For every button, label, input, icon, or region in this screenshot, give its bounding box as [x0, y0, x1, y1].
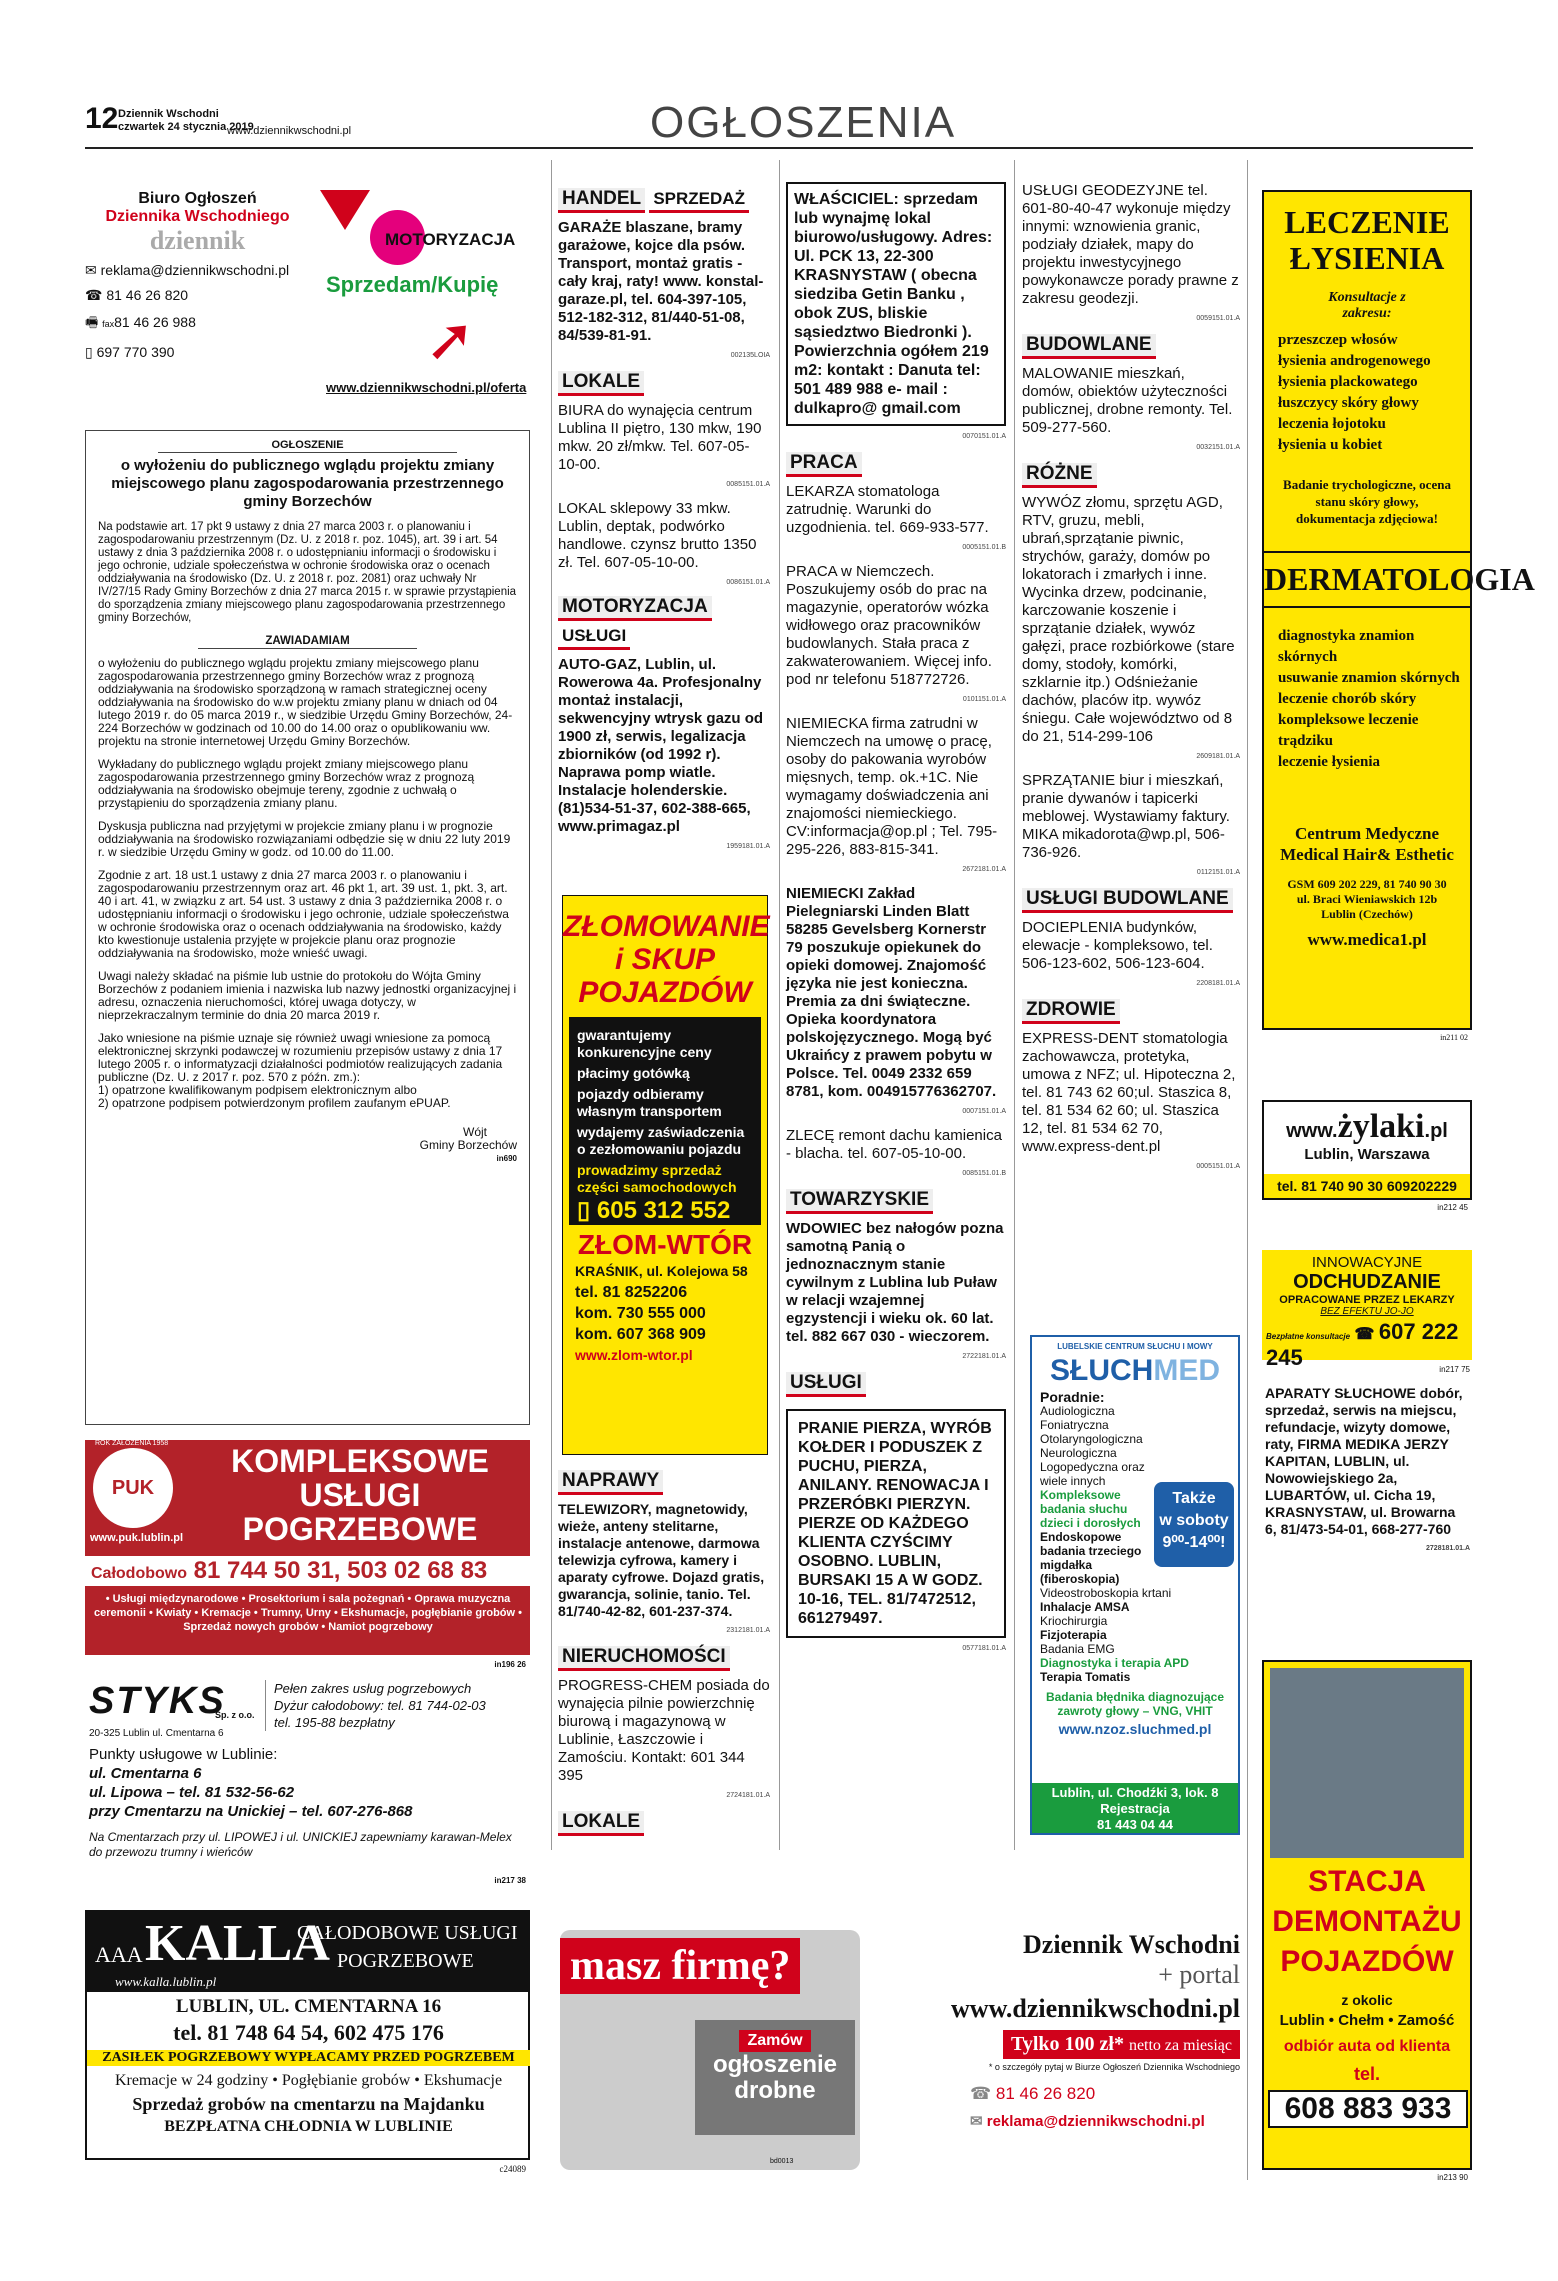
- motoryzacja-banner[interactable]: [320, 190, 530, 405]
- column-4: USŁUGI GEODEZYJNE tel. 601-80-40-47 wykonuje między innymi: wznowienia granic, podziały działek, mapy do projektu inwestycyjnego powykonawcze porady prawne z zakresu geodezji. 0059151.01.A BUDOWLANE MALOWANIE mieszkań, domów, obiektów użyteczności publicznej, drobne remonty. Tel. 509-277-560. 0032151.01.A RÓŻNE WYWÓZ złomu, sprzętu AGD, RTV, gruzu, mebli, ubrań,sprzątanie piwnic, strychów, garaży, domów po lokatorach i zmarłych i inne. Wycinka drzew, podcinanie, karczowanie koszenie i sprzątanie działek, wywóz gałęzi, prace rozbiórkowe (stare domy, stodoły, komórki, szklarnie itp.) Odśnieżanie dachów, placów itp. wywóz śniegu. Całe województwo od 8 do 21, 514-299-106 2609181.01.A SPRZĄTANIE biur i mieszkań, pranie dywanów i tapicerki meblowej. Wystawiamy faktury. MIKA mikadorota@wp.pl, 506-736-926. 0112151.01.A USŁUGI BUDOWLANE DOCIEPLENIA budynków, elewacje - kompleksowo, tel. 506-123-602, 506-123-604. 2208181.01.A ZDROWIE EXPRESS-DENT stomatologia zachowawcza, protetyka, umowa z NFZ; ul. Hipoteczna 2, tel. 81 743 62 60;ul. Staszica 8, tel. 81 534 62 60; ul. Staszica 12, tel. 81 534 62 70, www.express-dent.pl 0005151.01.A: [1022, 182, 1240, 1170]
- section-zdrowie: ZDROWIE: [1022, 999, 1120, 1024]
- column-2-lower: NAPRAWY TELEWIZORY, magnetowidy, wieże, anteny stelitarne, instalacje antenowe, darmowa telewizja cyfrowa, kamery i aparaty cyfrowe. Dojazd gratis, gwarancja, solinie, tanio. Tel. 81/740-42-82, 601-237-374. 2312181.01.A NIERUCHOMOŚCI PROGRESS-CHEM posiada do wynajęcia pilnie powierzchnię biurową i magazynową w Lublinie, Łaszczowie i Zamościu. Kontakt: 601 344 395 2724181.01.A LOKALE: [558, 1470, 770, 1836]
- kalla-name: KALLA: [145, 1915, 330, 1972]
- office-paper: Dziennika Wschodniego: [105, 208, 290, 225]
- leczenie-lysienia-ad[interactable]: LECZENIE ŁYSIENIA Konsultacje z zakresu: przeszczep włosów łysienia androgenowego łysienia plackowatego łuszczycy skóry głowy leczenia łojotoku łysienia u kobiet Badanie trychologiczne, ocena stanu skóry głowy, dokumentacja zdjęciowa! DERMATOLOGIA diagnostyka znamion skórnych usuwanie znamion skórnych leczenie chorób skóry kompleksowe leczenie trądziku leczenie łysienia Centrum Medyczne Medical Hair& Esthetic GSM 609 202 229, 81 740 90 30 ul. Braci Wieniawskich 12b Lublin (Czechów) www.medica1.pl in211 02: [1262, 190, 1472, 1030]
- col-divider: [1014, 160, 1015, 1850]
- ad-wywoz: WYWÓZ złomu, sprzętu AGD, RTV, gruzu, mebli, ubrań,sprzątanie piwnic, strychów, garaży, domów po lokatorach i zmarłych i inne. Wycinka drzew, podcinanie, karczowanie koszenie i sprzątanie działek, wywóz gałęzi, prace rozbiórkowe (stare domy, stodoły, komórki, szklarnie itp.) Odśnieżanie dachów, placów itp. wywóz śniegu. Całe województwo od 8 do 21, 514-299-106: [1022, 494, 1235, 745]
- zlom-wtor-ad[interactable]: ZŁOMOWANIE i SKUP POJAZDÓW gwarantujemy konkurencyjne ceny płacimy gotówką pojazdy odbieramy własnym transportem wydajemy zaświadczenia o zezłomowaniu pojazdu prowadzimy sprzedaż części samochodowych ▯ 605 312 552 ZŁOM-WTÓR KRAŚNIK, ul. Kolejowa 58 tel. 81 8252206 kom. 730 555 000 kom. 607 368 909 www.zlom-wtor.pl: [562, 895, 768, 1455]
- office-fax: 81 46 26 988: [114, 314, 196, 330]
- office-phone: 81 46 26 820: [106, 287, 189, 303]
- masthead: Dziennik Wschodni czwartek 24 stycznia 2019: [118, 108, 254, 133]
- puk-phones: 81 744 50 31, 503 02 68 83: [193, 1557, 488, 1584]
- dw-portal-ad[interactable]: Dziennik Wschodni + portal www.dziennikwschodni.pl Tylko 100 zł* netto za miesiąc * o szczegóły pytaj w Biurze Ogłoszeń Dziennika Wschodniego ☎ 81 46 26 820 ✉ reklama@dziennikwschodni.pl: [890, 1920, 1240, 2170]
- phone-icon: ☎: [970, 2084, 996, 2103]
- firma-headline: masz firmę?: [560, 1938, 800, 1994]
- ad-telewizory: TELEWIZORY, magnetowidy, wieże, anteny stelitarne, instalacje antenowe, darmowa telewizja cyfrowa, kamery i aparaty cyfrowe. Dojazd gratis, gwarancja, solinie, tanio. Tel. 81/740-42-82, 601-237-374.: [558, 1501, 765, 1619]
- email-icon: ✉: [970, 2113, 987, 2130]
- kalla-ad[interactable]: AAA KALLA CAŁODOBOWE USŁUGI POGRZEBOWE www.kalla.lublin.pl LUBLIN, UL. CMENTARNA 16 tel. 81 748 64 54, 602 475 176 ZASIŁEK POGRZEBOWY WYPŁACAMY PRZED POGRZEBEM Kremacje w 24 godziny • Pogłębianie grobów • Ekshumacje Sprzedaż grobów na cmentarzu na Majdanku BEZPŁATNA CHŁODNIA W LUBLINIE c24089: [85, 1910, 530, 2160]
- column-2: HANDEL SPRZEDAŻ GARAŻE blaszane, bramy garażowe, kojce dla psów. Transport, montaż gratis - cały kraj, raty! www. konstal-garaze.pl, tel. 604-397-105, 512-182-312, 81/440-51-08, 84/539-81-91. 002135LOIA LOKALE BIURA do wynajęcia centrum Lublina II piętro, 130 mkw, 190 mkw. 20 zł/mkw. Tel. 607-05-10-00. 0085151.01.A LOKAL sklepowy 33 mkw. Lublin, deptak, podwórko handlowe. czynsz brutto 1350 zł. Tel. 607-05-10-00. 0086151.01.A MOTORYZACJA USŁUGI AUTO-GAZ, Lublin, ul. Rowerowa 4a. Profesjonalny montaż instalacji, sekwencyjny wtrysk gazu od 1900 zł, serwis, legalizacja zbiorników (od 1992 r). Naprawa pomp wiatle. Instalacje holenderskie. (81)534-51-37, 602-388-665, www.primagaz.pl 1959181.01.A: [558, 188, 770, 850]
- col-divider: [1247, 160, 1248, 2180]
- dw-url[interactable]: www.dziennikwschodni.pl: [951, 1994, 1240, 2023]
- medica-url[interactable]: www.medica1.pl: [1307, 930, 1427, 949]
- ad-garaze: GARAŻE blaszane, bramy garażowe, kojce dla psów. Transport, montaż gratis - cały kraj, raty! www. konstal-garaze.pl, tel. 604-397-105, 512-182-312, 81/440-51-08, 84/539-81-91.: [558, 219, 764, 344]
- puk-url[interactable]: www.puk.lublin.pl: [90, 1532, 184, 1544]
- public-notice: OGŁOSZENIE o wyłożeniu do publicznego wglądu projektu zmiany miejscowego planu zagospodarowania przestrzennego gminy Borzechów Na podstawie art. 17 pkt 9 ustawy z dnia 27 marca 2003 r. o planowaniu i zagospodarowaniu przestrzennym (Dz. U. z 2018 r. poz. 1045), art. 39 i art. 54 ustawy z dnia 3 października 2008 r. o udostępnianiu informacji o środowisku i jego ochronie, udziale społeczeństwa w ochronie środowiska oraz o ocenach oddziaływania na środowisko (Dz. U. z 2018 r. poz. 2081) oraz uchwały Nr IV/27/15 Rady Gminy Borzechów z dnia 27 marca 2015 r. w sprawie przystąpienia do sporządzenia zmiany miejscowego planu zagospodarowania przestrzennego gminy Borzechów, ZAWIADAMIAM o wyłożeniu do publicznego wglądu projektu zmiany miejscowego planu zagospodarowania przestrzennego gminy Borzechów wraz z prognozą oddziaływania na środowisko sporządzoną w ramach strategicznej oceny oddziaływania na środowisko do w.w projektu zmiany planu w dniach od 04 lutego 2019 r. do 05 marca 2019 r., w siedzibie Urzędu Gminy Borzechów, 24-224 Borzechów w godzinach od 10.00 do 14.00 oraz o opublikowaniu ww. projektu na stronie internetowej Urzędu Gminy Borzechów. Wykładany do publicznego wglądu projekt zmiany miejscowego planu zagospodarowania przestrzennego gminy Borzechów wraz z prognozą oddziaływania na środowisko obejmuje tereny, zgodnie z uchwałą o przystąpieniu do sporządzenia zmiany planu. Dyskusja publiczna nad przyjętymi w projekcie zmiany planu i w prognozie oddziaływania na środowisko rozwiązaniami odbędzie się w dniu 22 luty 2019 r. w siedzibie Urzędu Gminy w godz. od 10.00 do 11.00. Zgodnie z art. 18 ust.1 ustawy z dnia 27 marca 2003 r. o planowaniu i zagospodarowaniu przestrzennym oraz art. 46 pkt 1, art. 39 ust. 1, pkt. 3, art. 40 i art. 41, w związku z art. 54 ust. 3 ustawy z dnia 3 października 2008 r. o udostępnianiu informacji o środowisku i jego ochronie, udziale społeczeństwa w ochronie środowiska oraz o ocenach oddziaływania na środowisko, każdy kto kwestionuje ustalenia przyjęte w projekcie planu oraz prognozie oddziaływania na środowisko, może wnieść uwagi. Uwagi należy składać na piśmie lub ustnie do protokołu do Wójta Gminy Borzechów z podaniem imienia i nazwiska lub nazwy jednostki organizacyjnej i adresu, oznaczenia nieruchomości, której uwaga dotyczy, w nieprzekraczalnym terminie do dnia 20 marca 2019 r. Jako wniesione na piśmie uznaje się również uwagi wniesione za pomocą elektronicznej skrzynki podawczej w rozumieniu przepisów ustawy z dnia 17 lutego 2005 r. o informatyzacji działalności podmiotów realizujących zadania publiczne (Dz. U. z 2017 r. poz. 570 z późn. zm.): 1) opatrzone kwalifikowanym podpisem elektronicznym albo 2) opatrzone podpisem potwierdzonym profilem zaufanym ePUAP. Wójt Gminy Borzechów in690: [85, 430, 530, 1425]
- moto-url[interactable]: www.dziennikwschodni.pl/oferta: [326, 380, 527, 395]
- ad-autogaz: AUTO-GAZ, Lublin, ul. Rowerowa 4a. Profesjonalny montaż instalacji, sekwencyjny wtrysk gazu od 1900 zł, serwis, legalizacja zbiorników (od 1992 r). Naprawa pomp wiatle. Instalacje holenderskie. (81)534-51-37, 602-388-665, www.primagaz.pl: [558, 656, 764, 835]
- ad-malowanie: MALOWANIE mieszkań, domów, obiektów użyteczności publicznej, drobne remonty. Tel. 509-277-560.: [1022, 365, 1233, 436]
- email-icon: ✉: [85, 262, 101, 278]
- page-number: 12: [85, 102, 119, 135]
- section-naprawy: NAPRAWY: [558, 1470, 663, 1495]
- zylaki-ad[interactable]: www.żylaki.pl Lublin, Warszawa tel. 81 740 90 30 609202229 in212 45: [1262, 1100, 1472, 1200]
- puk-logo: PUK: [93, 1448, 173, 1528]
- mobile-icon: ▯: [85, 344, 97, 360]
- header-url[interactable]: www.dziennikwschodni.pl: [227, 125, 352, 137]
- fax-icon: 🖷: [85, 314, 103, 330]
- puk-ad[interactable]: PUK ROK ZAŁOŻENIA 1958 www.puk.lublin.pl KOMPLEKSOWE USŁUGI POGRZEBOWE Całodobowo 81 744 50 31, 503 02 68 83 • Usługi międzynarodowe • Prosektorium i sala pożegnań • Oprawa muzyczna ceremonii • Kwiaty • Kremacje • Trumny, Urny • Ekshumacje, pogłębianie grobów • Sprzedaż nowych grobów • Namiot pogrzebowy in196 26: [85, 1440, 530, 1655]
- mobile-phone-icon: ▯: [577, 1197, 597, 1224]
- ad-wdowiec: WDOWIEC bez nałogów pozna samotną Panią o jednoznacznym stanie cywilnym z Lublina lub Puław w relacji wzajemnej egzystencji i wieku ok. 60 lat. tel. 882 667 030 - wieczorem.: [786, 1220, 1004, 1345]
- ad-sprzatanie: SPRZĄTANIE biur i mieszkań, pranie dywanów i tapicerki meblowej. Wystawiamy faktury. MIKA mikadorota@wp.pl, 506-736-926.: [1022, 772, 1230, 861]
- col-divider: [779, 160, 780, 1850]
- styks-logo: STYKS: [89, 1680, 226, 1722]
- moto-title: MOTORYZACJA: [385, 230, 516, 249]
- kalla-url[interactable]: www.kalla.lublin.pl: [115, 1974, 217, 1989]
- office-mobile: 697 770 390: [96, 344, 175, 360]
- sluchmed-ad[interactable]: LUBELSKIE CENTRUM SŁUCHU I MOWY SŁUCHMED Poradnie: Audiologiczna Foniatryczna Otolaryngologiczna Neurologiczna Logopedyczna oraz wiele innych Kompleksowe badania słuchu dzieci i dorosłych Endoskopowe badania trzeciego migdałka (fiberoskopia) Videostroboskopia krtani Inhalacje AMSA Kriochirurgia Fizjoterapia Badania EMG Diagnostyka i terapia APD Terapia Tomatis Także w soboty 9⁰⁰-14⁰⁰! Badania błędnika diagnozujące zawroty głowy – VNG, VHIT www.nzoz.sluchmed.pl Lublin, ul. Chodźki 3, lok. 8 Rejestracja 81 443 04 44: [1030, 1335, 1240, 1835]
- section-lokale: LOKALE: [558, 371, 644, 396]
- warning-triangle-icon: [320, 190, 370, 230]
- notice-title: o wyłożeniu do publicznego wglądu projektu zmiany miejscowego planu zagospodarowania przestrzennego gminy Borzechów: [111, 457, 504, 510]
- sluchmed-url[interactable]: www.nzoz.sluchmed.pl: [1058, 1721, 1212, 1737]
- column-3: WŁAŚCICIEL: sprzedam lub wynajmę lokal biurowo/usługowy. Adres: Ul. PCK 13, 22-300 KRASNYSTAW ( obecna siedziba Getin Banku , obok ZUS, bliskie sąsiedztwo Biedronki ). Powierzchnia ogółem 219 m2: kontakt : Danuta tel: 501 489 988 e- mail : dulkapro@ gmail.com 0070151.01.A PRACA LEKARZA stomatologa zatrudnię. Warunki do uzgodnienia. tel. 669-933-577. 0005151.01.B PRACA w Niemczech. Poszukujemy osób do prac na magazynie, operatorów wózka widłowego oraz pracowników budowlanych. Stała praca z zakwaterowaniem. Więcej info. pod nr telefonu 518772726. 0101151.01.A NIEMIECKA firma zatrudni w Niemczech na umowę o pracę, osoby do pakowania wyrobów mięsnych, temp. ok.+1C. Nie wymagamy doświadczenia ani znajomości niemieckiego. CV:informacja@op.pl ; Tel. 795-295-226, 883-815-341. 2672181.01.A NIEMIECKI Zakład Pielegniarski Linden Blatt 58285 Gevelsberg Kornerstr 79 poszukuje opiekunek do opieki domowej. Znajomość języka nie jest konieczna. Premia za dni świąteczne. Opieka koordynatora polskojęzycznego. Mogą być Ukraińcy z prawem pobytu w Polsce. Tel. 0049 2332 659 8781, kom. 004915776362707. 0007151.01.A ZLECĘ remont dachu kamienica - blacha. tel. 607-05-10-00. 0085151.01.B TOWARZYSKIE WDOWIEC bez nałogów pozna samotną Panią o jednoznacznym stanie cywilnym z Lublina lub Puław w relacji wzajemnej egzystencji i wieku ok. 60 lat. tel. 882 667 030 - wieczorem. 2722181.01.A USŁUGI PRANIE PIERZA, WYRÓB KOŁDER I PODUSZEK Z PUCHU, PIERZA, ANILANY. RENOWACJA I PRZERÓBKI PIERZYN. PIERZE OD KAŻDEGO KLIENTA CZYŚCIMY OSOBNO. LUBLIN, BURSAKI 15 A W GODZ. 10-16, TEL. 81/7472512, 661279497. 0577181.01.A: [786, 182, 1006, 1658]
- ad-docieplenia: DOCIEPLENIA budynków, elewacje - kompleksowo, tel. 506-123-602, 506-123-604.: [1022, 919, 1213, 972]
- odchudzanie-ad[interactable]: INNOWACYJNE ODCHUDZANIE OPRACOWANE PRZEZ LEKARZY BEZ EFEKTU JO-JO Bezpłatne konsultacje ☎ 607 222 245 in217 75: [1262, 1250, 1472, 1360]
- saturday-badge: Także w soboty 9⁰⁰-14⁰⁰!: [1154, 1482, 1234, 1567]
- section-handel: HANDEL: [558, 188, 645, 213]
- ad-aparaty-sluchowe: APARATY SŁUCHOWE dobór, sprzedaż, serwis na miejscu, refundacje, wizyty domowe, raty, FIRMA MEDIKA JERZY KAPITAN, LUBLIN, ul. Nowowiejskiego 2a, LUBARTÓW, ul. Cicha 19, KRASNYSTAW, ul. Browarna 6, 81/473-54-01, 668-277-760 2728181.01.A: [1265, 1385, 1470, 1552]
- dermatologia-title: DERMATOLOGIA: [1264, 551, 1470, 608]
- stacja-demontazu-ad[interactable]: STACJA DEMONTAŻU POJAZDÓW z okolic Lublin • Chełm • Zamość odbiór auta od klienta tel. 608 883 933 in213 90: [1262, 1660, 1472, 2170]
- section-motoryzacja: MOTORYZACJA: [558, 596, 712, 621]
- office-box: Biuro Ogłoszeń Dziennika Wschodniego dziennik ✉ reklama@dziennikwschodni.pl ☎ 81 46 26 820 🖷 fax81 46 26 988 ▯ 697 770 390: [85, 190, 310, 405]
- ad-niemiecka: NIEMIECKA firma zatrudni w Niemczech na umowę o pracę, osoby do pakowania wyrobów mięsnych, temp. ok.+1C. Nie wymagamy doświadczenia ani znajomości niemieckiego. CV:informacja@op.pl ; Tel. 795-295-226, 883-815-341.: [786, 715, 998, 858]
- ad-progress-chem: PROGRESS-CHEM posiada do wynajęcia pilnie powierzchnię biurową i magazynową w Lublinie, Łaszczowie i Zamościu. Kontakt: 601 344 395: [558, 1677, 770, 1784]
- phone-icon: ☎: [1354, 1326, 1375, 1343]
- header-rule: [85, 147, 1473, 149]
- ad-praca-niemcy: PRACA w Niemczech. Poszukujemy osób do prac na magazynie, operatorów wózka widłowego oraz pracowników budowlanych. Stała praca z zakwaterowaniem. Więcej info. pod nr telefonu 518772726.: [786, 563, 992, 688]
- ad-express-dent: EXPRESS-DENT stomatologia zachowawcza, protetyka, umowa z NFZ; ul. Hipoteczna 2, tel. 81 743 62 60;ul. Staszica 8, tel. 81 534 62 60; ul. Staszica 12, tel. 81 534 62 70, www.express-dent.pl: [1022, 1030, 1236, 1155]
- section-uslugi-budowlane: USŁUGI BUDOWLANE: [1022, 888, 1233, 913]
- section-praca: PRACA: [786, 452, 862, 477]
- section-budowlane: BUDOWLANE: [1022, 334, 1156, 359]
- ad-zlece: ZLECĘ remont dachu kamienica - blacha. tel. 607-05-10-00.: [786, 1127, 1002, 1162]
- ad-lokal: LOKAL sklepowy 33 mkw. Lublin, deptak, podwórko handlowe. czynsz brutto 1350 zł. Tel. 607-05-10-00.: [558, 500, 757, 571]
- scrapyard-photo: [1270, 1668, 1464, 1858]
- office-email[interactable]: reklama@dziennikwschodni.pl: [100, 262, 290, 278]
- section-uslugi: USŁUGI: [786, 1372, 866, 1397]
- cursor-icon: ➚: [425, 306, 476, 373]
- ad-biura: BIURA do wynajęcia centrum Lublina II piętro, 130 mkw, 190 mkw. 20 zł/mkw. Tel. 607-05-10-00.: [558, 402, 762, 473]
- styks-ad[interactable]: STYKS Sp. z o.o. 20-325 Lublin ul. Cmentarna 6 Pełen zakres usług pogrzebowych Dyżur całodobowy: tel. 81 744-02-03 tel. 195-88 bezpłatny Punkty usługowe w Lublinie: ul. Cmentarna 6 ul. Lipowa – tel. 81 532-56-62 przy Cmentarzu na Unickiej – tel. 607-276-868 Na Cmentarzach przy ul. LIPOWEJ i ul. UNICKIEJ zapewniamy karawan-Melex do przewozu trumny i wieńców in217 38: [89, 1680, 526, 1885]
- office-title: Biuro Ogłoszeń: [138, 190, 257, 207]
- zlom-brand: ZŁOM-WTÓR: [577, 1229, 753, 1260]
- ad-lekarza: LEKARZA stomatologa zatrudnię. Warunki do uzgodnienia. tel. 669-933-577.: [786, 483, 989, 536]
- moto-sub: Sprzedam/Kupię: [326, 272, 499, 297]
- section-title: OGŁOSZENIA: [650, 98, 957, 147]
- stacja-phone: 608 883 933: [1268, 2090, 1468, 2128]
- masz-firme-ad[interactable]: masz firmę? Zamów ogłoszenie drobne bd0013: [560, 1920, 890, 2170]
- ad-wlasciciel: WŁAŚCICIEL: sprzedam lub wynajmę lokal biurowo/usługowy. Adres: Ul. PCK 13, 22-300 KRASNYSTAW ( obecna siedziba Getin Banku , obok ZUS, bliskie sąsiedztwo Biedronki ). Powierzchnia ogółem 219 m2: kontakt : Danuta tel: 501 489 988 e- mail : dulkapro@ gmail.com: [786, 182, 1006, 426]
- ad-pranie-pierza: PRANIE PIERZA, WYRÓB KOŁDER I PODUSZEK Z PUCHU, PIERZA, ANILANY. RENOWACJA I PRZERÓBKI PIERZYN. PIERZE OD KAŻDEGO KLIENTA CZYŚCIMY OSOBNO. LUBLIN, BURSAKI 15 A W GODZ. 10-16, TEL. 81/7472512, 661279497.: [786, 1409, 1006, 1638]
- section-towarzyskie: TOWARZYSKIE: [786, 1189, 933, 1214]
- phone-icon: ☎: [85, 287, 107, 303]
- col-divider: [551, 160, 552, 1850]
- ad-geodezja: USŁUGI GEODEZYJNE tel. 601-80-40-47 wykonuje między innymi: wznowienia granic, podziały działek, mapy do projektu inwestycyjnego powykonawcze porady prawne z zakresu geodezji.: [1022, 182, 1239, 307]
- section-rozne: RÓŻNE: [1022, 463, 1097, 488]
- office-logo: dziennik: [149, 226, 246, 255]
- section-nieruchomosci: NIERUCHOMOŚCI: [558, 1646, 730, 1671]
- ad-niemiecki-zaklad: NIEMIECKI Zakład Pielegniarski Linden Blatt 58285 Gevelsberg Kornerstr 79 poszukuje opiekunek do opieki domowej. Znajomość języka nie jest konieczna. Premia za dni świąteczne. Opieka koordynatora polskojęzycznego. Mogą być Ukraińcy z prawem pobytu w Polsce. Tel. 0049 2332 659 8781, kom. 004915776362707.: [786, 885, 997, 1100]
